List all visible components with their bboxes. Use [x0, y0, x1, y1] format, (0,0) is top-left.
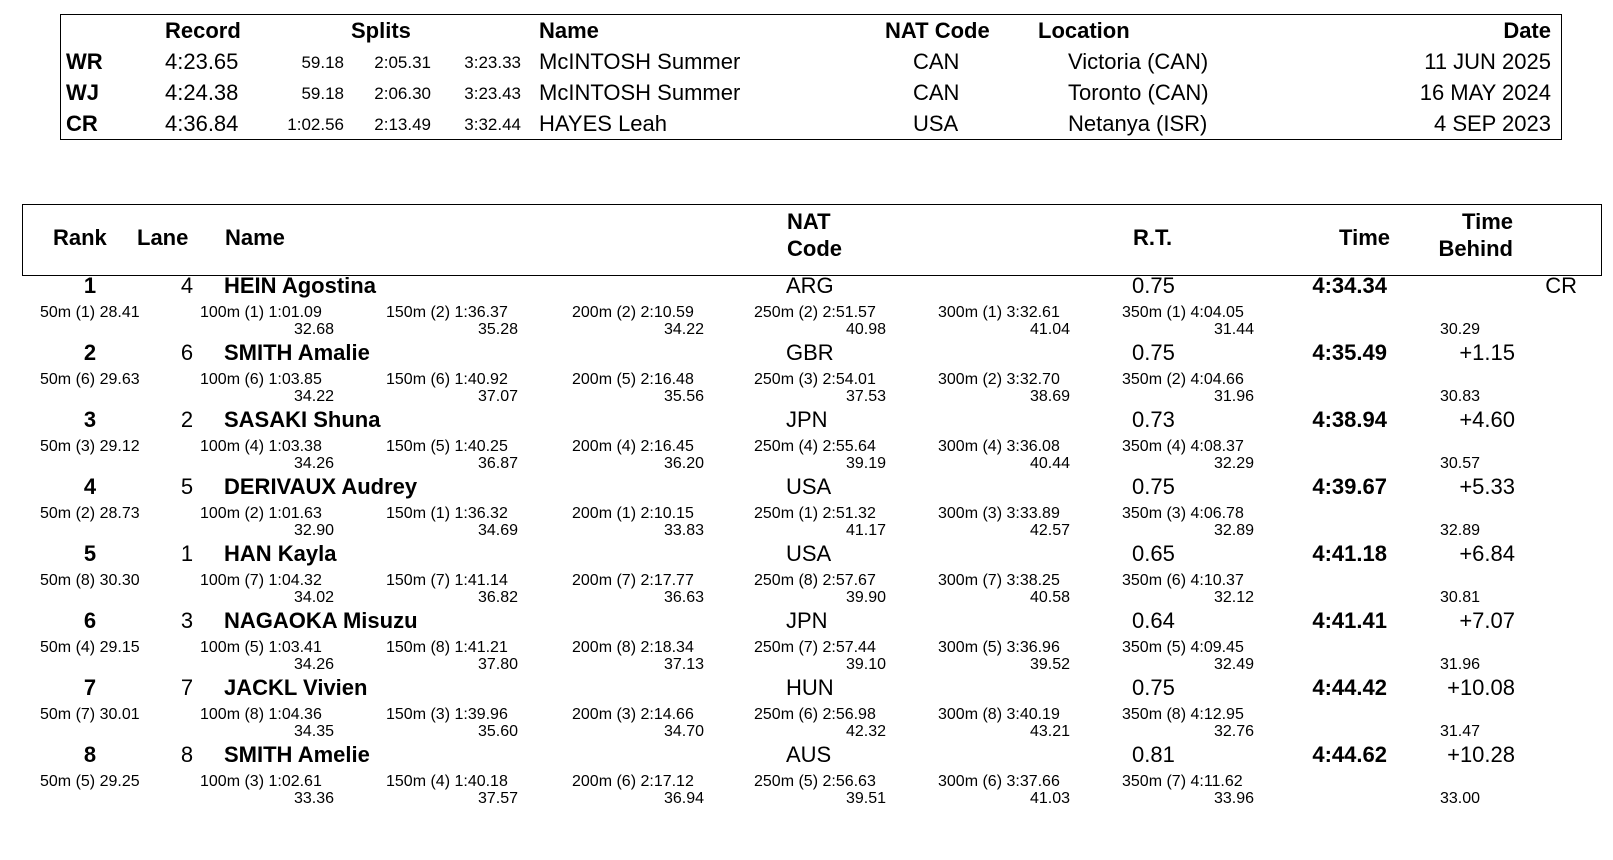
result-row: [0, 273, 1613, 342]
split-lap: 39.90: [845, 589, 886, 606]
split-cumulative: 50m (5) 29.25: [40, 773, 140, 790]
split-lap: 43.21: [1029, 723, 1070, 740]
split-cumulative: 350m (7) 4:11.62: [1122, 773, 1243, 790]
rank: 7: [83, 675, 97, 700]
location-header: Location: [1038, 18, 1130, 43]
record-code: WJ: [66, 80, 99, 105]
split-lap: 32.29: [1213, 455, 1254, 472]
last-lap-split: 31.47: [1440, 723, 1481, 740]
result-row: [0, 742, 1613, 811]
split-cumulative: 200m (6) 2:17.12: [572, 773, 694, 790]
split-cumulative: 300m (6) 3:37.66: [938, 773, 1060, 790]
lane: 3: [180, 608, 194, 633]
split-lap: 35.60: [477, 723, 518, 740]
athlete-name: NAGAOKA Misuzu: [224, 608, 418, 633]
final-time: 4:39.67: [1312, 474, 1387, 499]
last-lap-split: 31.96: [1440, 656, 1481, 673]
rt-header: R.T.: [1133, 225, 1173, 250]
record-split-3: 3:23.33: [464, 53, 521, 72]
record-row: [61, 78, 1561, 109]
split-cumulative: 250m (2) 2:51.57: [754, 304, 876, 321]
split-cumulative: 150m (4) 1:40.18: [386, 773, 508, 790]
reaction-time: 0.73: [1132, 407, 1175, 432]
time-behind: +6.84: [1459, 541, 1515, 566]
split-lap: 36.87: [477, 455, 518, 472]
nat-code: JPN: [786, 407, 828, 432]
split-cumulative: 300m (2) 3:32.70: [938, 371, 1060, 388]
record-date: 4 SEP 2023: [1433, 111, 1551, 136]
split-lap: 35.28: [477, 321, 518, 338]
split-lap: 36.20: [663, 455, 704, 472]
record-row: [61, 47, 1561, 78]
time-behind: +10.08: [1447, 675, 1515, 700]
split-cumulative: 100m (4) 1:03.38: [200, 438, 322, 455]
record-split-1: 59.18: [301, 53, 344, 72]
split-lap: 31.96: [1213, 388, 1254, 405]
record-split-2: 2:05.31: [374, 53, 431, 72]
split-cumulative: 50m (1) 28.41: [40, 304, 140, 321]
lane: 2: [180, 407, 194, 432]
last-lap-split: 33.00: [1440, 790, 1481, 807]
time-behind-header-1: Time: [1462, 209, 1513, 234]
nat-code: AUS: [786, 742, 832, 767]
reaction-time: 0.75: [1132, 474, 1175, 499]
athlete-name: DERIVAUX Audrey: [224, 474, 418, 499]
reaction-time: 0.75: [1132, 340, 1175, 365]
record-date: 11 JUN 2025: [1424, 49, 1551, 74]
split-cumulative: 100m (3) 1:02.61: [200, 773, 322, 790]
split-lap: 34.22: [663, 321, 704, 338]
split-cumulative: 200m (4) 2:16.45: [572, 438, 694, 455]
split-lap: 42.32: [845, 723, 886, 740]
split-cumulative: 100m (8) 1:04.36: [200, 706, 322, 723]
split-lap: 37.07: [477, 388, 518, 405]
split-cumulative: 100m (6) 1:03.85: [200, 371, 322, 388]
record-split-1: 1:02.56: [287, 115, 344, 134]
rank: 2: [83, 340, 97, 365]
record-location: Netanya (ISR): [1068, 111, 1208, 136]
reaction-time: 0.75: [1132, 675, 1175, 700]
record-code: WR: [66, 49, 103, 74]
time-behind: +1.15: [1459, 340, 1515, 365]
split-cumulative: 300m (5) 3:36.96: [938, 639, 1060, 656]
results-header: [22, 204, 1602, 276]
time-behind: +7.07: [1459, 608, 1515, 633]
rank: 5: [83, 541, 97, 566]
split-lap: 39.52: [1029, 656, 1070, 673]
split-cumulative: 200m (2) 2:10.59: [572, 304, 694, 321]
code-header: Code: [787, 236, 842, 261]
split-lap: 41.03: [1029, 790, 1070, 807]
split-cumulative: 150m (8) 1:41.21: [386, 639, 508, 656]
split-lap: 32.68: [293, 321, 334, 338]
split-lap: 32.12: [1213, 589, 1254, 606]
record-split-2: 2:13.49: [374, 115, 431, 134]
nat-code: HUN: [786, 675, 834, 700]
split-cumulative: 300m (1) 3:32.61: [938, 304, 1060, 321]
split-cumulative: 300m (4) 3:36.08: [938, 438, 1060, 455]
split-lap: 34.26: [293, 455, 334, 472]
record-time: 4:24.38: [165, 80, 239, 105]
split-cumulative: 350m (4) 4:08.37: [1122, 438, 1244, 455]
split-lap: 34.22: [293, 388, 334, 405]
lane: 7: [180, 675, 194, 700]
split-cumulative: 350m (8) 4:12.95: [1122, 706, 1244, 723]
split-lap: 37.53: [845, 388, 886, 405]
split-cumulative: 300m (7) 3:38.25: [938, 572, 1060, 589]
split-lap: 37.13: [663, 656, 704, 673]
record-split-3: 3:32.44: [464, 115, 521, 134]
last-lap-split: 30.81: [1440, 589, 1481, 606]
result-row: [0, 541, 1613, 610]
split-cumulative: 50m (7) 30.01: [40, 706, 140, 723]
split-lap: 40.44: [1029, 455, 1070, 472]
split-lap: 41.17: [845, 522, 886, 539]
split-cumulative: 100m (5) 1:03.41: [200, 639, 322, 656]
split-lap: 39.19: [845, 455, 886, 472]
last-lap-split: 30.29: [1440, 321, 1481, 338]
final-time: 4:44.62: [1312, 742, 1387, 767]
split-lap: 34.35: [293, 723, 334, 740]
split-cumulative: 250m (8) 2:57.67: [754, 572, 876, 589]
split-cumulative: 250m (3) 2:54.01: [754, 371, 876, 388]
last-lap-split: 30.57: [1440, 455, 1481, 472]
athlete-name: SASAKI Shuna: [224, 407, 381, 432]
record-holder-name: McINTOSH Summer: [539, 49, 741, 74]
split-cumulative: 50m (6) 29.63: [40, 371, 140, 388]
lane: 1: [180, 541, 194, 566]
nat-code: GBR: [786, 340, 834, 365]
split-cumulative: 250m (7) 2:57.44: [754, 639, 876, 656]
split-cumulative: 200m (8) 2:18.34: [572, 639, 694, 656]
athlete-name: HAN Kayla: [224, 541, 337, 566]
split-lap: 34.69: [477, 522, 518, 539]
lane: 5: [180, 474, 194, 499]
result-row: [0, 407, 1613, 476]
final-time: 4:44.42: [1312, 675, 1387, 700]
time-behind: +5.33: [1459, 474, 1515, 499]
nat-code-header: NAT Code: [885, 18, 990, 43]
split-lap: 32.76: [1213, 723, 1254, 740]
rank: 8: [83, 742, 97, 767]
split-lap: 31.44: [1213, 321, 1254, 338]
athlete-name: SMITH Amelie: [224, 742, 370, 767]
name-header: Name: [539, 18, 599, 43]
record-mark: CR: [1545, 273, 1577, 298]
athlete-name: JACKL Vivien: [224, 675, 368, 700]
lane: 4: [180, 273, 194, 298]
reaction-time: 0.65: [1132, 541, 1175, 566]
splits-header: Splits: [351, 18, 411, 43]
time-behind: +10.28: [1447, 742, 1515, 767]
record-nat-code: USA: [913, 111, 959, 136]
rank: 4: [83, 474, 97, 499]
split-lap: 34.02: [293, 589, 334, 606]
date-header: Date: [1503, 18, 1551, 43]
records-table: [60, 14, 1562, 140]
last-lap-split: 30.83: [1440, 388, 1481, 405]
split-lap: 37.57: [477, 790, 518, 807]
nat-code: ARG: [786, 273, 834, 298]
record-split-2: 2:06.30: [374, 84, 431, 103]
record-time: 4:36.84: [165, 111, 239, 136]
final-time: 4:41.18: [1312, 541, 1387, 566]
rank: 1: [83, 273, 97, 298]
result-row: [0, 675, 1613, 744]
split-cumulative: 100m (1) 1:01.09: [200, 304, 322, 321]
split-cumulative: 350m (2) 4:04.66: [1122, 371, 1244, 388]
record-holder-name: HAYES Leah: [539, 111, 668, 136]
split-cumulative: 200m (5) 2:16.48: [572, 371, 694, 388]
result-row: [0, 474, 1613, 543]
split-lap: 36.94: [663, 790, 704, 807]
split-lap: 32.49: [1213, 656, 1254, 673]
final-time: 4:35.49: [1312, 340, 1387, 365]
reaction-time: 0.75: [1132, 273, 1175, 298]
split-lap: 34.26: [293, 656, 334, 673]
split-cumulative: 50m (8) 30.30: [40, 572, 140, 589]
rank: 3: [83, 407, 97, 432]
record-split-1: 59.18: [301, 84, 344, 103]
split-lap: 41.04: [1029, 321, 1070, 338]
split-cumulative: 150m (1) 1:36.32: [386, 505, 508, 522]
lane: 6: [180, 340, 194, 365]
split-cumulative: 150m (5) 1:40.25: [386, 438, 508, 455]
name-header: Name: [225, 225, 285, 250]
split-cumulative: 300m (3) 3:33.89: [938, 505, 1060, 522]
split-lap: 36.82: [477, 589, 518, 606]
split-cumulative: 50m (3) 29.12: [40, 438, 140, 455]
split-lap: 39.10: [845, 656, 886, 673]
result-row: [0, 608, 1613, 677]
split-lap: 33.83: [663, 522, 704, 539]
split-cumulative: 150m (6) 1:40.92: [386, 371, 508, 388]
rank: 6: [83, 608, 97, 633]
record-row: [61, 109, 1561, 140]
split-lap: 37.80: [477, 656, 518, 673]
lane-header: Lane: [137, 225, 189, 250]
split-lap: 35.56: [663, 388, 704, 405]
last-lap-split: 32.89: [1440, 522, 1481, 539]
split-cumulative: 200m (3) 2:14.66: [572, 706, 694, 723]
split-cumulative: 100m (7) 1:04.32: [200, 572, 322, 589]
split-cumulative: 250m (4) 2:55.64: [754, 438, 876, 455]
split-lap: 40.98: [845, 321, 886, 338]
nat-code: USA: [786, 541, 832, 566]
nat-code: JPN: [786, 608, 828, 633]
reaction-time: 0.64: [1132, 608, 1175, 633]
split-lap: 40.58: [1029, 589, 1070, 606]
record-nat-code: CAN: [913, 80, 960, 105]
split-lap: 32.89: [1213, 522, 1254, 539]
split-cumulative: 250m (6) 2:56.98: [754, 706, 876, 723]
split-cumulative: 200m (1) 2:10.15: [572, 505, 694, 522]
record-split-3: 3:23.43: [464, 84, 521, 103]
split-cumulative: 350m (3) 4:06.78: [1122, 505, 1244, 522]
rank-header: Rank: [53, 225, 107, 250]
split-cumulative: 250m (5) 2:56.63: [754, 773, 876, 790]
split-lap: 32.90: [293, 522, 334, 539]
record-time: 4:23.65: [165, 49, 239, 74]
nat-code: USA: [786, 474, 832, 499]
record-holder-name: McINTOSH Summer: [539, 80, 741, 105]
split-lap: 38.69: [1029, 388, 1070, 405]
split-cumulative: 300m (8) 3:40.19: [938, 706, 1060, 723]
split-cumulative: 50m (4) 29.15: [40, 639, 140, 656]
result-row: [0, 340, 1613, 409]
split-cumulative: 150m (2) 1:36.37: [386, 304, 508, 321]
time-behind-header-2: Behind: [1438, 236, 1513, 261]
split-lap: 33.36: [293, 790, 334, 807]
split-cumulative: 50m (2) 28.73: [40, 505, 140, 522]
split-cumulative: 350m (5) 4:09.45: [1122, 639, 1244, 656]
split-lap: 33.96: [1213, 790, 1254, 807]
split-cumulative: 100m (2) 1:01.63: [200, 505, 322, 522]
record-nat-code: CAN: [913, 49, 960, 74]
split-lap: 42.57: [1029, 522, 1070, 539]
record-code: CR: [66, 111, 98, 136]
time-header: Time: [1339, 225, 1390, 250]
record-header: Record: [165, 18, 241, 43]
time-behind: +4.60: [1459, 407, 1515, 432]
final-time: 4:34.34: [1312, 273, 1387, 298]
split-cumulative: 200m (7) 2:17.77: [572, 572, 694, 589]
athlete-name: HEIN Agostina: [224, 273, 376, 298]
split-lap: 34.70: [663, 723, 704, 740]
split-cumulative: 250m (1) 2:51.32: [754, 505, 876, 522]
record-location: Victoria (CAN): [1068, 49, 1209, 74]
athlete-name: SMITH Amalie: [224, 340, 370, 365]
record-location: Toronto (CAN): [1068, 80, 1209, 105]
nat-header: NAT: [787, 209, 831, 234]
lane: 8: [180, 742, 194, 767]
split-cumulative: 350m (6) 4:10.37: [1122, 572, 1244, 589]
split-lap: 36.63: [663, 589, 704, 606]
split-cumulative: 150m (3) 1:39.96: [386, 706, 508, 723]
final-time: 4:41.41: [1312, 608, 1387, 633]
split-cumulative: 350m (1) 4:04.05: [1122, 304, 1244, 321]
final-time: 4:38.94: [1312, 407, 1387, 432]
split-lap: 39.51: [845, 790, 886, 807]
reaction-time: 0.81: [1132, 742, 1175, 767]
record-date: 16 MAY 2024: [1419, 80, 1551, 105]
split-cumulative: 150m (7) 1:41.14: [386, 572, 508, 589]
